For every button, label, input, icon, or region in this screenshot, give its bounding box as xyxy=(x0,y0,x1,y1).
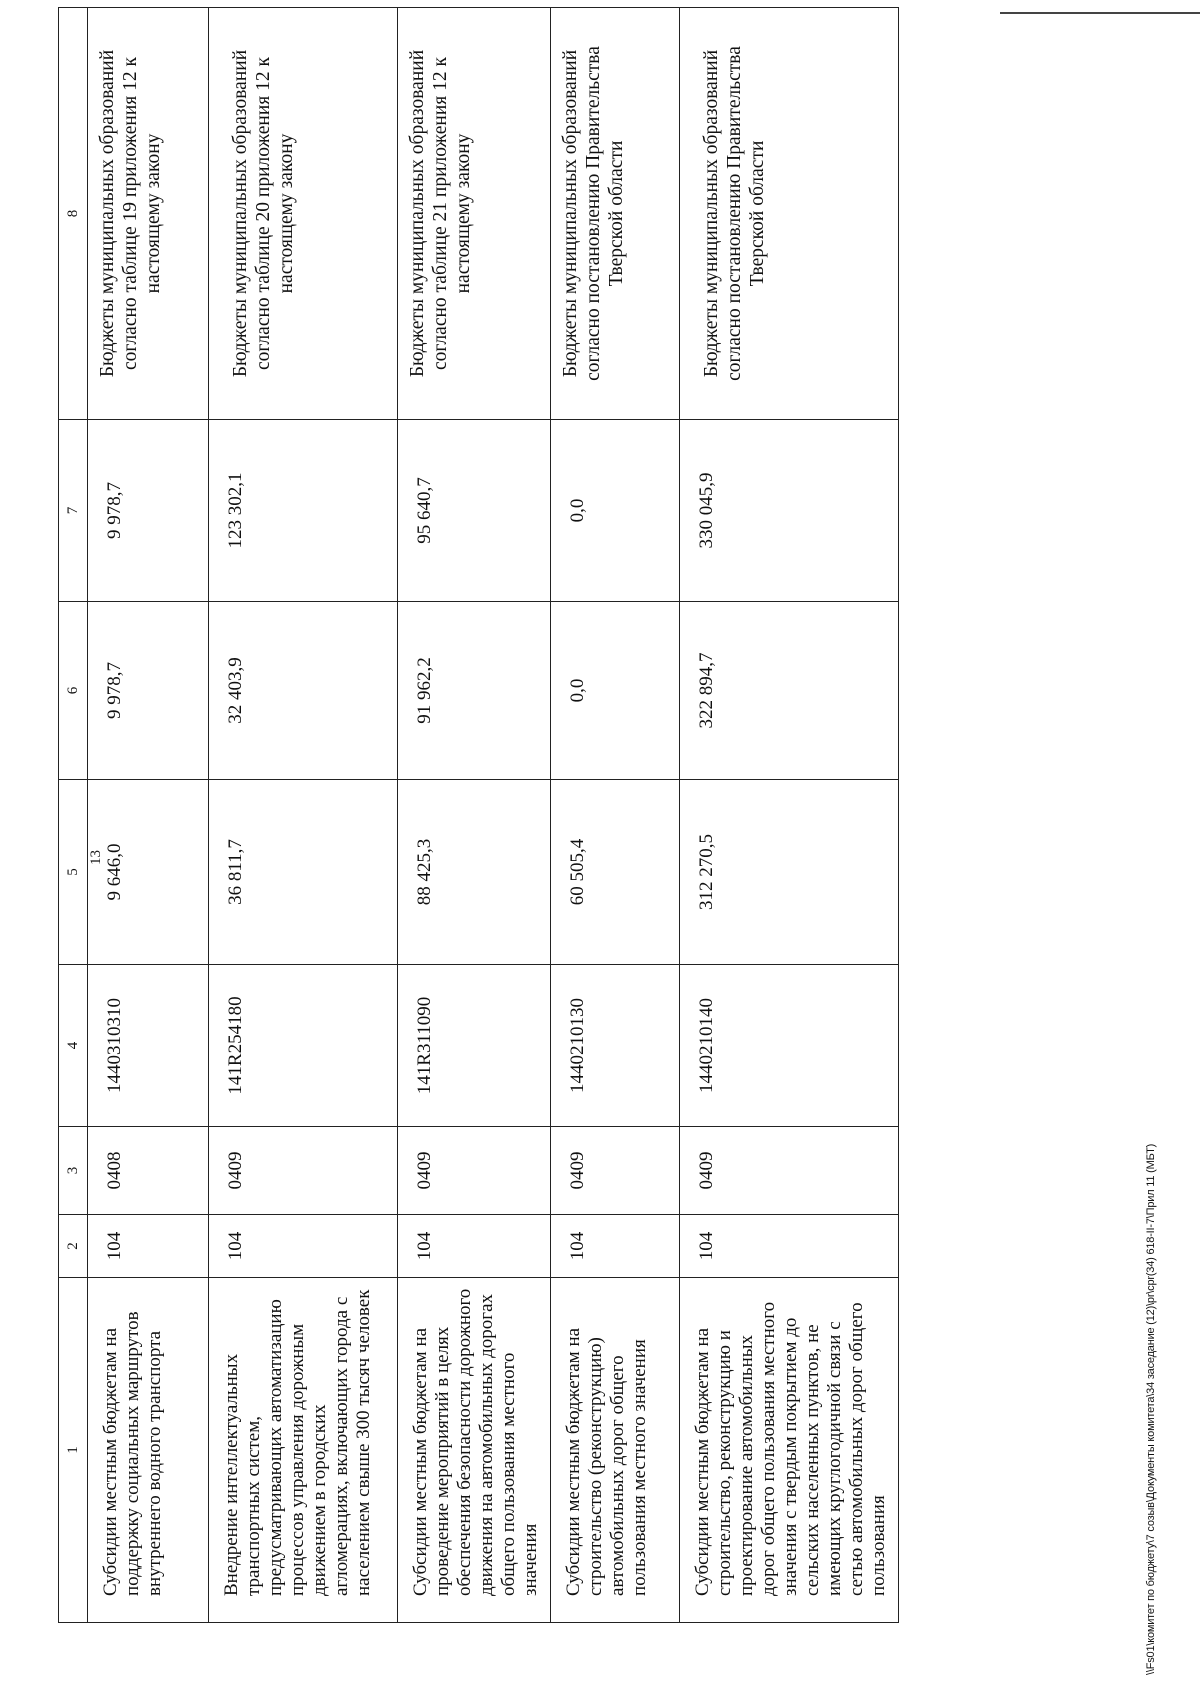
col-header-4: 4 xyxy=(59,965,88,1127)
row-col6: 0,0 xyxy=(551,602,680,780)
row-col7: 9 978,7 xyxy=(88,420,209,602)
row-description: Внедрение интеллектуальных транспортных систем, предусматривающих автоматизацию процессов управления дорожным движением в городских агломерациях, включающих города с населением свыше 300 тысяч человек xyxy=(209,1278,398,1623)
row-col4: 1440210140 xyxy=(680,965,899,1127)
header-row xyxy=(59,8,88,1623)
row-note: Бюджеты муниципальных образований согласно постановлению Правительства Тверской области xyxy=(551,8,680,420)
row-col2: 104 xyxy=(209,1215,398,1278)
row-col2: 104 xyxy=(398,1215,551,1278)
row-note: Бюджеты муниципальных образований согласно таблице 19 приложения 12 к настоящему закону xyxy=(88,8,209,420)
row-col2: 104 xyxy=(680,1215,899,1278)
row-col3: 0408 xyxy=(88,1127,209,1215)
row-col7: 95 640,7 xyxy=(398,420,551,602)
col-header-8: 8 xyxy=(59,8,88,420)
col-header-1: 1 xyxy=(59,1278,88,1623)
table-row xyxy=(680,8,899,1623)
row-col3: 0409 xyxy=(551,1127,680,1215)
table-row xyxy=(551,8,680,1623)
col-header-6: 6 xyxy=(59,602,88,780)
row-description: Субсидии местным бюджетам на поддержку социальных маршрутов внутреннего водного транспорта xyxy=(88,1278,209,1623)
col-header-5: 5 xyxy=(59,780,88,965)
row-col5: 312 270,5 xyxy=(680,780,899,965)
row-col2: 104 xyxy=(551,1215,680,1278)
row-description: Субсидии местным бюджетам на проведение мероприятий в целях обеспечения безопасности дорожного движения на автомобильных дорогах общего пользования местного значения xyxy=(398,1278,551,1623)
row-col6: 91 962,2 xyxy=(398,602,551,780)
row-note: Бюджеты муниципальных образований согласно таблице 21 приложения 12 к настоящему закону xyxy=(398,8,551,420)
row-note: Бюджеты муниципальных образований согласно таблице 20 приложения 12 к настоящему закону xyxy=(209,8,398,420)
row-col7: 330 045,9 xyxy=(680,420,899,602)
row-col3: 0409 xyxy=(680,1127,899,1215)
row-col4: 141R254180 xyxy=(209,965,398,1127)
row-col4: 1440210130 xyxy=(551,965,680,1127)
row-col6: 322 894,7 xyxy=(680,602,899,780)
row-col5: 60 505,4 xyxy=(551,780,680,965)
row-col7: 0,0 xyxy=(551,420,680,602)
row-description: Субсидии местным бюджетам на строительство, реконструкцию и проектирование автомобильных дорог общего пользования местного значения с твердым покрытием до сельских населенных пунктов, не имеющих круглогодичной связи с сетью автомобильных дорог общего пользования xyxy=(680,1278,899,1623)
row-col5: 9 646,0 xyxy=(88,780,209,965)
row-col3: 0409 xyxy=(398,1127,551,1215)
row-note: Бюджеты муниципальных образований согласно постановлению Правительства Тверской области xyxy=(680,8,899,420)
row-col5: 88 425,3 xyxy=(398,780,551,965)
row-col7: 123 302,1 xyxy=(209,420,398,602)
row-col3: 0409 xyxy=(209,1127,398,1215)
col-header-2: 2 xyxy=(59,1215,88,1278)
budget-table xyxy=(58,7,899,1623)
row-col4: 141R311090 xyxy=(398,965,551,1127)
row-col4: 1440310310 xyxy=(88,965,209,1127)
row-description: Субсидии местным бюджетам на строительство (реконструкцию) автомобильных дорог общего пользования местного значения xyxy=(551,1278,680,1623)
table-row xyxy=(88,8,209,1623)
row-col5: 36 811,7 xyxy=(209,780,398,965)
row-col6: 32 403,9 xyxy=(209,602,398,780)
table-row xyxy=(209,8,398,1623)
table-row xyxy=(398,8,551,1623)
row-col2: 104 xyxy=(88,1215,209,1278)
file-path-footer: \\Fs01\комитет по бюджету\7 созыв\Документы комитета\34 заседание (12)\pr\cpr(34) 618-II-7\Прил 11 (МБТ) xyxy=(1145,1143,1157,1675)
page-number: 13 xyxy=(88,850,104,865)
col-header-3: 3 xyxy=(59,1127,88,1215)
row-col6: 9 978,7 xyxy=(88,602,209,780)
col-header-7: 7 xyxy=(59,420,88,602)
